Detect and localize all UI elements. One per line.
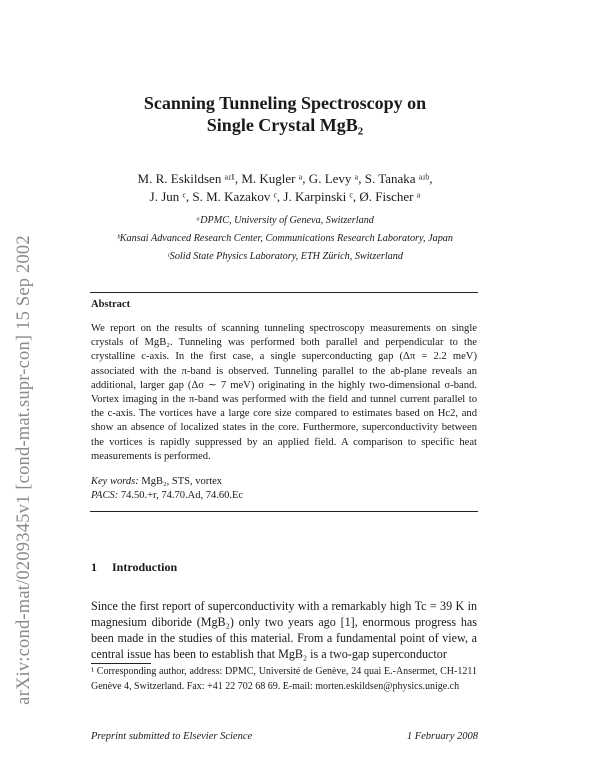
footnote: ¹ Corresponding author, address: DPMC, Université de Genève, 24 quai E.-Ansermet, CH-1211 Genève 4, Switzerland. Fax: +41 22 702 68 69. E-mail: morten.eskildsen@physics.unige.ch	[91, 666, 477, 692]
section-heading	[91, 560, 177, 575]
affiliation-b: ᵇKansai Advanced Research Center, Communications Research Laboratory, Japan	[117, 233, 453, 244]
affiliation-a: ᵃDPMC, University of Geneva, Switzerland	[196, 215, 374, 226]
abstract-heading: Abstract	[91, 299, 131, 310]
pacs-value: 74.50.+r, 74.70.Ad, 74.60.Ec	[120, 490, 244, 501]
preprint-date: 1 February 2008	[406, 731, 478, 742]
pacs-label: PACS:	[91, 490, 119, 501]
affiliation-c: ᶜSolid State Physics Laboratory, ETH Zürich, Switzerland	[167, 251, 403, 262]
authors-line-1: M. R. Eskildsen ᵃʴ¹, M. Kugler ᵃ, G. Levy ᵃ, S. Tanaka ᵃʴᵇ,	[137, 171, 433, 186]
abstract-text: We report on the results of scanning tunneling spectroscopy measurements on single crystals of MgB₂. Tunneling was performed both parallel and perpendicular to the crystalline c-axis. In the first case, a single superconducting gap (Δπ = 2.2 meV) associated with the π-band is observed. Tunneling parallel to the ab-plane reveals an additional, larger gap (Δσ ∼ 7 meV) originating in the highly two-dimensional σ-band. Vortex imaging in the π-band was performed with the field and tunnel current parallel to the c-axis. The vortices have a large core size compared to estimates based on Hc2, and show an absence of localized states in the core. Furthermore, superconductivity between the vortices is rapidly suppressed by an applied field. A comparison to specific heat measurements is performed.	[91, 323, 477, 462]
section-number: 1	[91, 560, 97, 574]
pacs-line	[91, 489, 243, 503]
preprint-note: Preprint submitted to Elsevier Science	[91, 731, 253, 742]
footnote-rule	[91, 663, 151, 664]
authors-line-2: J. Jun ᶜ, S. M. Kazakov ᶜ, J. Karpinski ᶜ, Ø. Fischer ᵃ	[149, 189, 421, 204]
title-line-2: Single Crystal MgB₂	[206, 115, 364, 135]
abstract-bottom-rule	[90, 511, 478, 512]
paper-title	[90, 92, 480, 136]
keywords-label: Key words:	[91, 476, 139, 487]
keywords-block	[91, 475, 243, 503]
abstract-top-rule	[90, 292, 478, 293]
author-list	[90, 170, 480, 206]
section-title: Introduction	[112, 560, 178, 574]
affiliations	[80, 212, 490, 266]
arxiv-identifier: arXiv:cond-mat/0209345v1 [cond-mat.supr-con] 15 Sep 2002	[14, 235, 34, 705]
introduction-text: Since the first report of superconductivity with a remarkably high Tc = 39 K in magnesium diboride (MgB₂) only two years ago [1], enormous progress has been made in the studies of this material. From a fundamental point of view, a central issue has been to establish that MgB₂ is a two-gap superconductor	[91, 599, 477, 661]
keywords-line	[91, 475, 243, 489]
title-line-1: Scanning Tunneling Spectroscopy on	[143, 93, 427, 113]
keywords-value: MgB₂, STS, vortex	[141, 476, 223, 487]
